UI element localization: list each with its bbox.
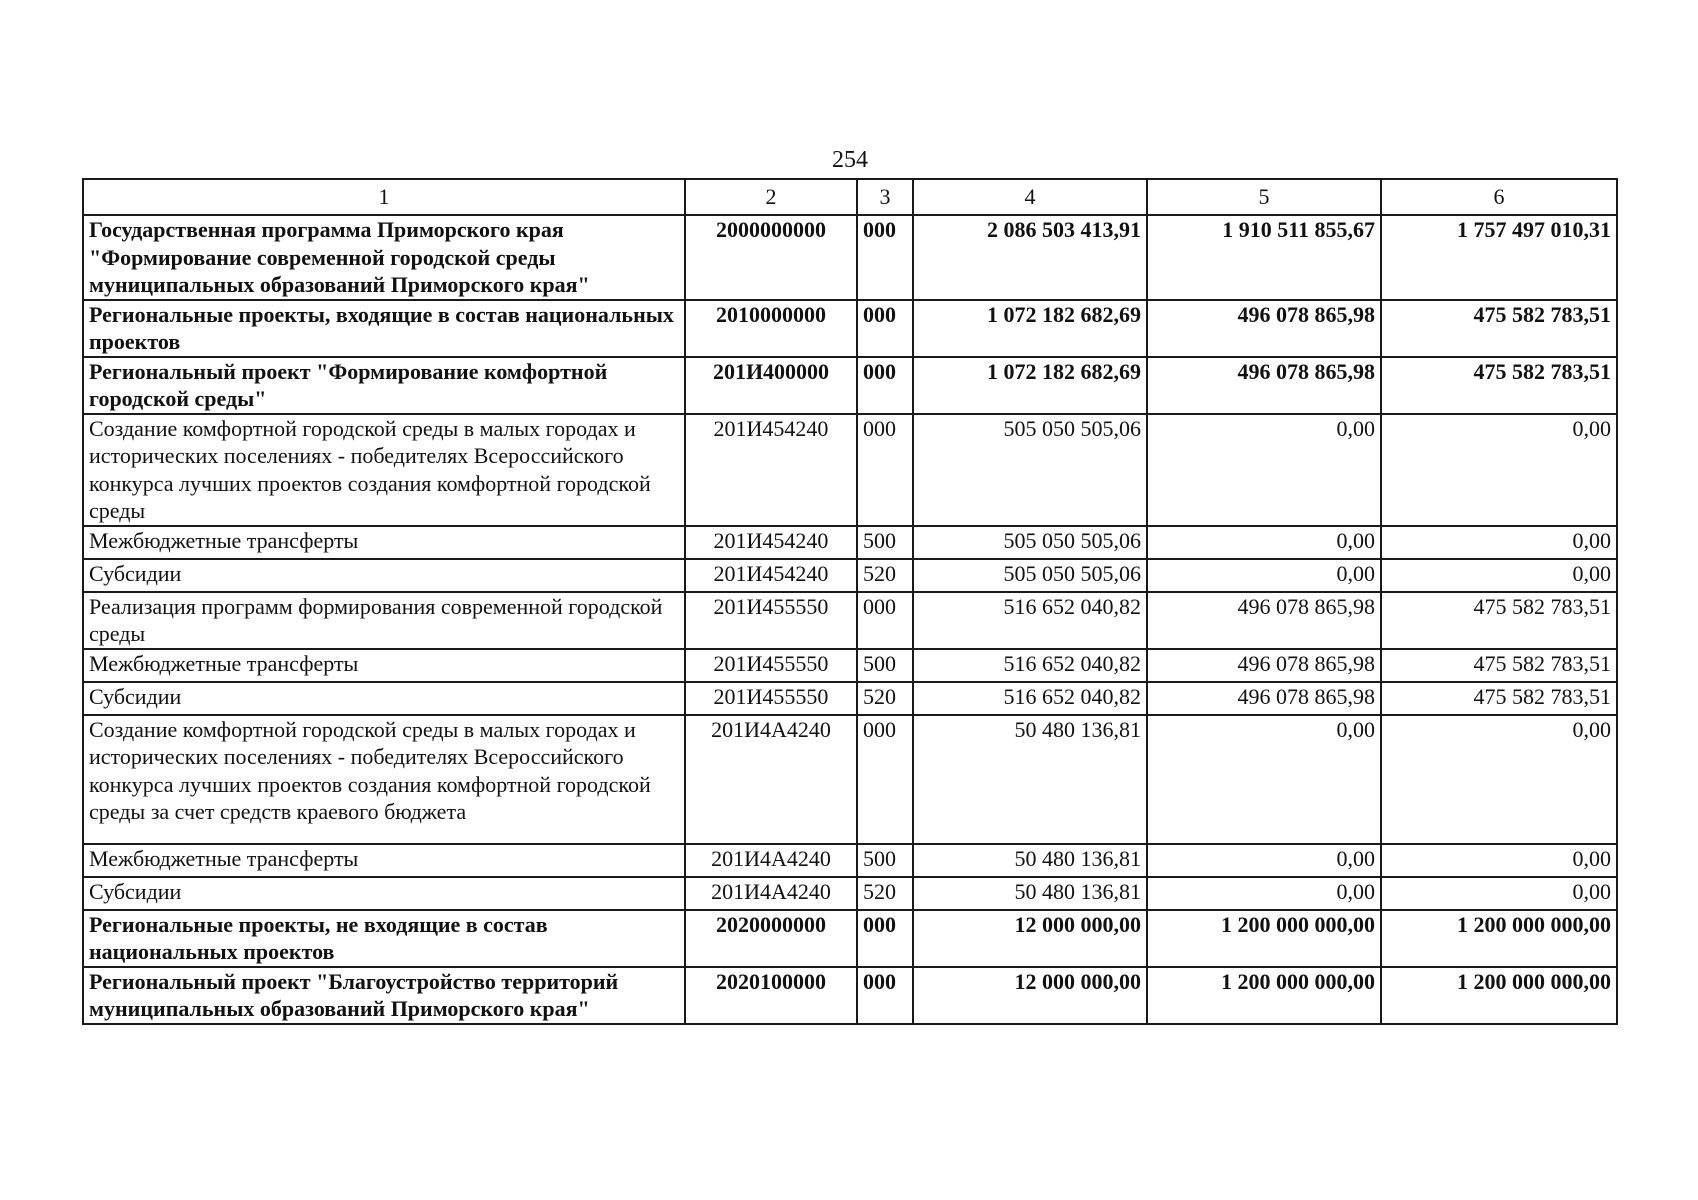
row-kvr: 520 [857,877,913,910]
row-name: Межбюджетные трансферты [83,526,685,559]
row-name: Субсидии [83,877,685,910]
row-name: Субсидии [83,682,685,715]
row-name: Межбюджетные трансферты [83,649,685,682]
row-value-col4: 50 480 136,81 [913,844,1147,877]
table-row [83,649,1617,682]
row-value-col5: 0,00 [1147,715,1381,844]
row-code: 201И455550 [685,592,857,649]
budget-table [82,178,1618,1025]
row-name: Государственная программа Приморского края "Формирование современной городской среды муниципальных образований Приморского края" [83,215,685,300]
row-kvr: 000 [857,592,913,649]
column-header-1: 1 [83,179,685,215]
row-value-col6: 0,00 [1381,414,1617,526]
row-code: 2020100000 [685,967,857,1024]
row-kvr: 500 [857,844,913,877]
row-value-col4: 516 652 040,82 [913,649,1147,682]
row-code: 201И454240 [685,526,857,559]
row-value-col4: 516 652 040,82 [913,592,1147,649]
row-value-col4: 516 652 040,82 [913,682,1147,715]
table-row [83,526,1617,559]
row-name: Субсидии [83,559,685,592]
row-value-col6: 475 582 783,51 [1381,649,1617,682]
row-value-col6: 0,00 [1381,526,1617,559]
row-name: Создание комфортной городской среды в малых городах и исторических поселениях - победителях Всероссийского конкурса лучших проектов создания комфортной городской среды [83,414,685,526]
row-kvr: 000 [857,414,913,526]
row-value-col5: 496 078 865,98 [1147,357,1381,414]
page-number: 254 [832,147,868,173]
row-value-col6: 475 582 783,51 [1381,682,1617,715]
row-value-col5: 0,00 [1147,526,1381,559]
row-value-col5: 1 200 000 000,00 [1147,910,1381,967]
row-kvr: 520 [857,559,913,592]
row-code: 201И455550 [685,682,857,715]
row-value-col6: 1 200 000 000,00 [1381,910,1617,967]
row-value-col6: 475 582 783,51 [1381,300,1617,357]
row-kvr: 000 [857,967,913,1024]
row-kvr: 500 [857,526,913,559]
row-value-col5: 0,00 [1147,877,1381,910]
table-row [83,910,1617,967]
row-code: 201И400000 [685,357,857,414]
row-value-col5: 496 078 865,98 [1147,649,1381,682]
table-row [83,559,1617,592]
row-value-col6: 0,00 [1381,877,1617,910]
row-kvr: 000 [857,715,913,844]
row-value-col5: 1 910 511 855,67 [1147,215,1381,300]
row-value-col4: 1 072 182 682,69 [913,300,1147,357]
row-code: 201И454240 [685,414,857,526]
row-kvr: 000 [857,910,913,967]
column-header-6: 6 [1381,179,1617,215]
table-body [83,215,1617,1024]
table-row [83,967,1617,1024]
row-value-col5: 0,00 [1147,414,1381,526]
row-value-col6: 475 582 783,51 [1381,357,1617,414]
row-code: 2010000000 [685,300,857,357]
row-code: 201И4А4240 [685,844,857,877]
row-value-col5: 496 078 865,98 [1147,592,1381,649]
row-value-col4: 12 000 000,00 [913,967,1147,1024]
row-value-col5: 496 078 865,98 [1147,682,1381,715]
table-row [83,357,1617,414]
row-kvr: 500 [857,649,913,682]
row-value-col5: 0,00 [1147,559,1381,592]
row-value-col6: 0,00 [1381,844,1617,877]
row-name: Создание комфортной городской среды в малых городах и исторических поселениях - победителях Всероссийского конкурса лучших проектов создания комфортной городской среды за счет средств краевого бюджета [83,715,685,844]
row-code: 2000000000 [685,215,857,300]
row-value-col4: 12 000 000,00 [913,910,1147,967]
table-row [83,592,1617,649]
row-name: Региональные проекты, входящие в состав национальных проектов [83,300,685,357]
row-code: 2020000000 [685,910,857,967]
row-kvr: 000 [857,300,913,357]
row-name: Региональный проект "Формирование комфортной городской среды" [83,357,685,414]
column-number-row [83,179,1617,215]
row-value-col4: 505 050 505,06 [913,526,1147,559]
row-value-col6: 0,00 [1381,559,1617,592]
row-code: 201И454240 [685,559,857,592]
row-value-col4: 1 072 182 682,69 [913,357,1147,414]
table-row [83,215,1617,300]
row-name: Межбюджетные трансферты [83,844,685,877]
row-value-col6: 1 757 497 010,31 [1381,215,1617,300]
row-code: 201И4А4240 [685,715,857,844]
row-value-col6: 1 200 000 000,00 [1381,967,1617,1024]
row-value-col6: 0,00 [1381,715,1617,844]
column-header-2: 2 [685,179,857,215]
row-value-col6: 475 582 783,51 [1381,592,1617,649]
table-row [83,414,1617,526]
row-value-col5: 1 200 000 000,00 [1147,967,1381,1024]
row-kvr: 000 [857,357,913,414]
row-kvr: 520 [857,682,913,715]
column-header-5: 5 [1147,179,1381,215]
row-kvr: 000 [857,215,913,300]
row-value-col5: 496 078 865,98 [1147,300,1381,357]
row-name: Региональный проект "Благоустройство территорий муниципальных образований Приморского края" [83,967,685,1024]
row-value-col5: 0,00 [1147,844,1381,877]
row-value-col4: 50 480 136,81 [913,877,1147,910]
table-row [83,844,1617,877]
row-code: 201И455550 [685,649,857,682]
row-code: 201И4А4240 [685,877,857,910]
column-header-3: 3 [857,179,913,215]
table-row [83,715,1617,844]
table-row [83,682,1617,715]
row-name: Реализация программ формирования современной городской среды [83,592,685,649]
row-value-col4: 50 480 136,81 [913,715,1147,844]
table-row [83,877,1617,910]
row-value-col4: 505 050 505,06 [913,559,1147,592]
column-header-4: 4 [913,179,1147,215]
table-row [83,300,1617,357]
row-value-col4: 505 050 505,06 [913,414,1147,526]
row-name: Региональные проекты, не входящие в состав национальных проектов [83,910,685,967]
row-value-col4: 2 086 503 413,91 [913,215,1147,300]
